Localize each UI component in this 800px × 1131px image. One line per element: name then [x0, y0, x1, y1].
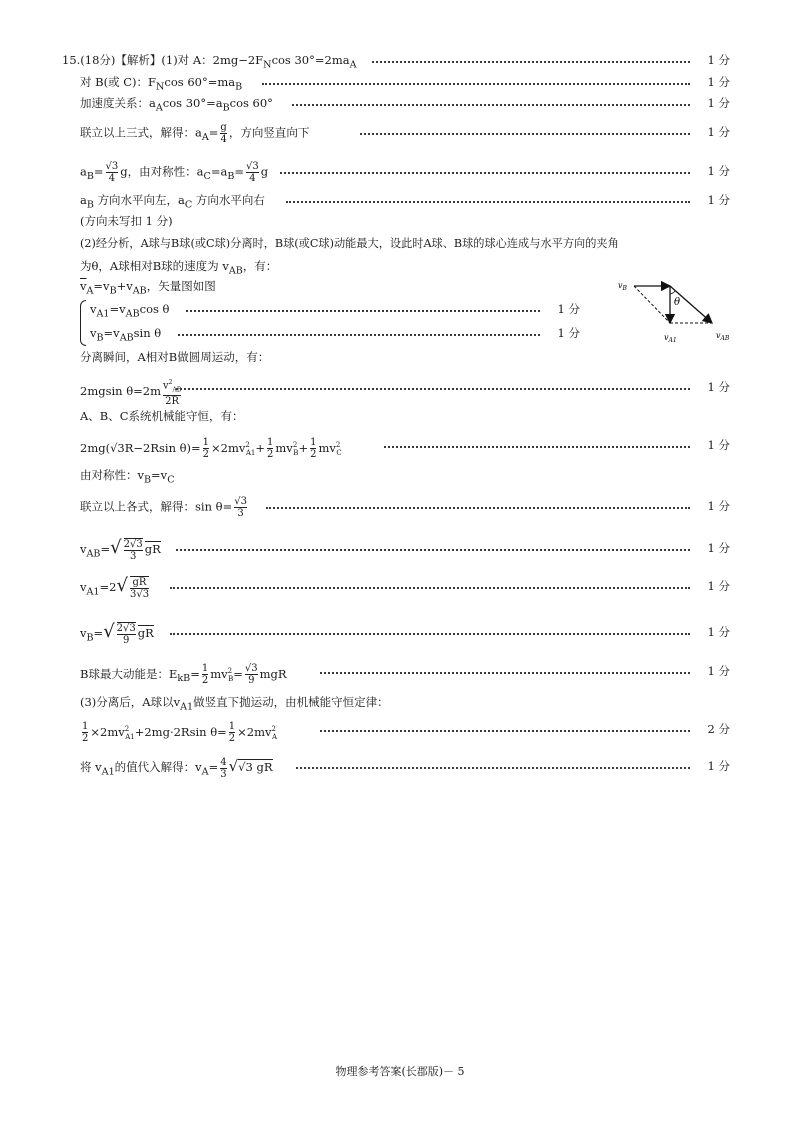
points-label: 1 分: [557, 326, 580, 340]
answer-line-5: $a_B=$ $\frac{√3}{4}$ g，由对称性：$a_C=a_B=$ $\frac{√3}{4}$ g 1 分: [80, 161, 730, 184]
question-header: 15.(18分)【解析】(1)对 A：2mg−2F: [62, 53, 264, 67]
answer-line-24: $\frac{1}{2}$ $\times 2mv^2_{A1}+2mg\cdot 2Rsin$ θ= $\frac{1}{2}$ $\times 2mv^2_A$ 2 分: [0, 719, 800, 739]
dot-leader: [170, 633, 690, 635]
answer-line-17: 由对称性：$v_B=v_C$: [80, 468, 175, 486]
fraction: $\frac{2√3}{3}$: [123, 539, 143, 562]
points-label: 1 分: [707, 75, 730, 89]
answer-line-8: (2)经分析，A球与B球(或C球)分离时，B球(或C球)动能最大，设此时A球、B球的球心连成与水平方向的夹角: [80, 237, 619, 250]
answer-line-21: $v_B=√$ $\frac{2√3}{9}$ gR 1 分: [80, 621, 730, 646]
dot-leader: [320, 672, 690, 674]
dot-leader: [320, 730, 690, 732]
fraction: $\frac{√3}{4}$: [105, 161, 119, 184]
points-label: 1 分: [707, 96, 730, 110]
fraction: $\frac{√3}{9}$: [244, 663, 258, 687]
fraction: $\frac{4}{3}$: [220, 756, 227, 780]
answer-line-14: 2mgsin θ=2m $\frac{v^2_{AB}}{2R}$ 1 分: [80, 379, 730, 408]
answer-line-1: 15.(18分)【解析】(1)对 A：$2mg-2F_N\cos$ $30^\circ=2ma_A$ 1 分: [0, 50, 800, 70]
dot-leader: [292, 104, 690, 106]
points-label: 1 分: [707, 759, 730, 773]
dot-leader: [296, 767, 690, 769]
answer-line-15: A、B、C系统机械能守恒，有：: [80, 409, 244, 423]
points-label: 1 分: [707, 438, 730, 452]
answer-line-20: $v_{A1}=2√$ $\frac{gR}{3√3}$ 1 分: [80, 575, 730, 600]
points-label: 1 分: [707, 164, 730, 178]
answer-line-11: $v_{A1}=v_{AB}\cos$ θ 1 分: [0, 299, 800, 319]
fraction: $\frac{v^2_{AB}}{2R}$: [163, 379, 182, 408]
dot-leader: [178, 334, 540, 336]
vAB-label: $v_{AB}$: [716, 331, 730, 342]
answer-line-25: 将 $v_{A1}$的值代入解得：$v_A=$ $\frac{4}{3}$ √√3 gR 1 分: [80, 756, 730, 780]
answer-line-10: $\overline{v}_A=v_B+v_{AB}$，矢量图如图: [80, 279, 216, 297]
fraction: $\frac{1}{2}$: [202, 437, 210, 461]
points-label: 1 分: [557, 302, 580, 316]
dot-leader: [266, 507, 690, 509]
dot-leader: [186, 310, 540, 312]
points-label: 1 分: [707, 193, 730, 207]
fraction: $\frac{1}{2}$: [201, 663, 209, 687]
answer-line-3: 加速度关系：$a_A\cos$ $30^\circ=a_B\cos$ 60° 1 分: [0, 93, 800, 113]
dot-leader: [176, 388, 690, 390]
fraction: $\frac{√3}{3}$: [234, 496, 247, 519]
page-footer: 物理参考答案(长郡版)－ 5: [335, 1065, 465, 1078]
answer-line-23: (3)分离后，A球以$v_{A1}$做竖直下抛运动，由机械能守恒定律：: [80, 695, 389, 713]
dot-leader: [384, 446, 690, 448]
vector-resultant: [634, 286, 670, 323]
dot-leader: [360, 133, 690, 135]
answer-line-13: 分离瞬间，A相对B做圆周运动，有：: [80, 350, 270, 364]
answer-line-4: 联立以上三式，解得：$a_A=$ $\frac{g}{4}$ ，方向竖直向下 1 分: [80, 122, 730, 145]
fraction: $\frac{√3}{4}$: [246, 161, 259, 184]
dot-leader: [170, 587, 690, 589]
answer-line-22: B球最大动能是：$E_{kB}=$ $\frac{1}{2}$ $mv^2_B=$ $\frac{√3}{9}$ mgR 1 分: [0, 661, 800, 681]
dot-leader: [262, 83, 690, 85]
dot-leader: [372, 61, 690, 63]
answer-line-16: 2mg(√3R−2Rsin θ)= $\frac{1}{2}$ $\times 2mv^2_{A1}+$ $\frac{1}{2}$ $mv^2_B+$ $\frac{1}{2}$ $mv^2_C$ 1 分: [0, 435, 800, 455]
answer-line-7: (方向未写扣 1 分): [80, 214, 173, 228]
fraction: $\frac{g}{4}$: [220, 122, 227, 145]
fraction: $\frac{1}{2}$: [310, 437, 317, 461]
fraction: $\frac{2√3}{9}$: [116, 623, 136, 646]
answer-line-6: $a_B$ 方向水平向左，$a_C$ 方向水平向右 1 分: [0, 190, 800, 210]
points-label: 1 分: [707, 664, 730, 678]
fraction: $\frac{1}{2}$: [82, 721, 89, 745]
points-label: 1 分: [707, 125, 730, 139]
fraction: $\frac{1}{2}$: [267, 437, 274, 461]
vB-label: $v_B$: [618, 281, 627, 292]
answer-line-12: $v_B=v_{AB}\sin$ θ 1 分: [0, 323, 800, 343]
points-label: 1 分: [707, 499, 730, 513]
dot-leader: [280, 172, 690, 174]
dot-leader: [176, 549, 690, 551]
points-label: 2 分: [707, 722, 730, 736]
answer-line-2: 对 B(或 C)：$F_N\cos$ $60^\circ=ma_B$ 1 分: [0, 72, 800, 92]
dot-leader: [286, 201, 690, 203]
vector-diagram: [612, 274, 742, 349]
points-label: 1 分: [707, 380, 730, 394]
answer-line-9: 为θ，A球相对B球的速度为 $v_{AB}$，有：: [80, 259, 278, 277]
points-label: 1 分: [707, 579, 730, 593]
fraction: $\frac{gR}{3√3}$: [129, 577, 150, 600]
points-label: 1 分: [707, 541, 730, 555]
points-label: 1 分: [707, 53, 730, 67]
vA1-label: $v_{A1}$: [664, 333, 677, 344]
fraction: $\frac{1}{2}$: [228, 721, 236, 745]
angle-arc: [670, 291, 675, 294]
answer-line-19: $v_{AB}=√$ $\frac{2√3}{3}$ gR 1 分: [80, 537, 730, 562]
points-label: 1 分: [707, 625, 730, 639]
theta-label: θ: [674, 297, 681, 308]
answer-line-18: 联立以上各式，解得：sin θ= $\frac{√3}{3}$ 1 分: [80, 496, 730, 519]
